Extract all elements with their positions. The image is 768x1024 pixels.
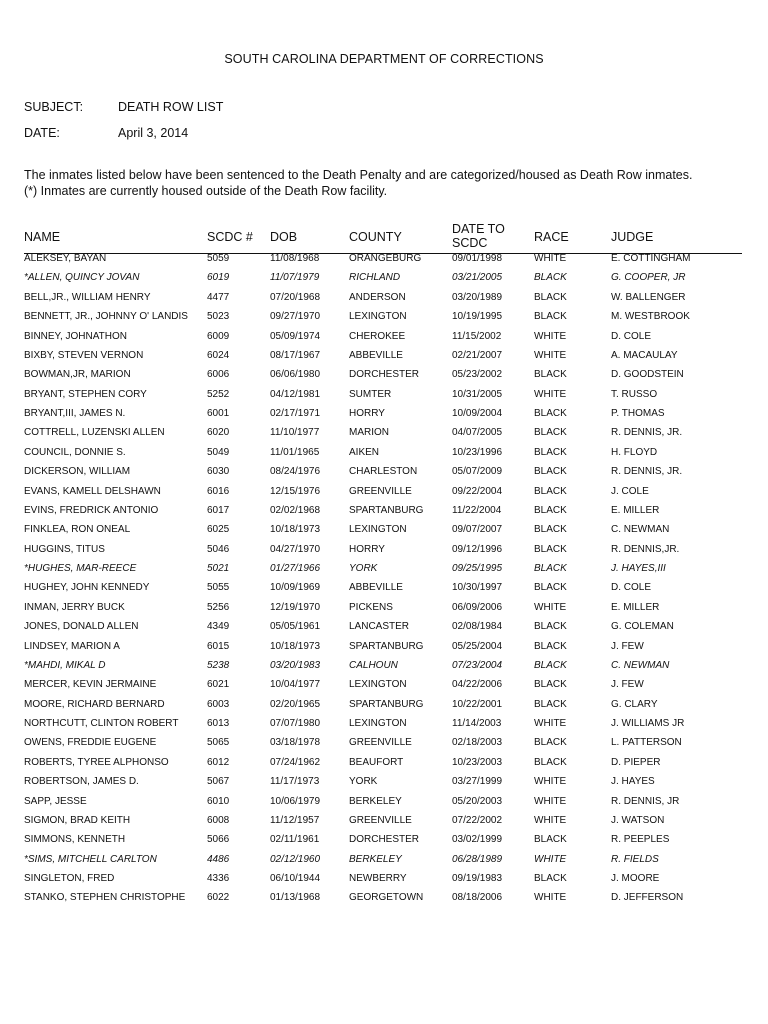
cell-race: WHITE bbox=[534, 388, 567, 400]
cell-name: ALEKSEY, BAYAN bbox=[24, 253, 107, 264]
table-header bbox=[0, 221, 768, 253]
cell-judge: D. JEFFERSON bbox=[611, 892, 684, 904]
date-line bbox=[24, 126, 188, 140]
cell-dob: 03/18/1978 bbox=[270, 737, 321, 749]
cell-judge: J. WILLIAMS JR bbox=[611, 718, 685, 729]
cell-race: BLACK bbox=[534, 311, 567, 323]
table-row bbox=[0, 446, 768, 465]
subject-value: DEATH ROW LIST bbox=[118, 100, 224, 114]
cell-race: WHITE bbox=[534, 853, 567, 865]
table-row bbox=[0, 775, 768, 794]
intro-paragraph bbox=[24, 168, 692, 199]
cell-date-to-scdc: 09/12/1996 bbox=[452, 543, 503, 555]
date-value: April 3, 2014 bbox=[118, 126, 189, 140]
table-row bbox=[0, 872, 768, 891]
cell-judge: G. COLEMAN bbox=[611, 621, 674, 633]
table-row bbox=[0, 698, 768, 717]
cell-name: SAPP, JESSE bbox=[24, 795, 87, 807]
cell-race: BLACK bbox=[534, 621, 567, 633]
table-row bbox=[0, 504, 768, 523]
cell-race: BLACK bbox=[534, 737, 567, 749]
cell-date-to-scdc: 04/07/2005 bbox=[452, 427, 503, 439]
cell-judge: D. COLE bbox=[611, 330, 652, 342]
cell-dob: 04/12/1981 bbox=[270, 388, 321, 400]
cell-date-to-scdc: 11/15/2002 bbox=[452, 330, 502, 342]
cell-date-to-scdc: 03/21/2005 bbox=[452, 272, 503, 284]
date-label: DATE: bbox=[24, 126, 60, 140]
cell-scdc: 6012 bbox=[207, 756, 230, 768]
cell-date-to-scdc: 11/14/2003 bbox=[452, 718, 502, 729]
cell-name: MERCER, KEVIN JERMAINE bbox=[24, 679, 157, 691]
cell-race: WHITE bbox=[534, 814, 567, 826]
cell-name: BRYANT,III, JAMES N. bbox=[24, 408, 126, 419]
cell-name: BINNEY, JOHNATHON bbox=[24, 330, 127, 342]
table-row bbox=[0, 543, 768, 562]
cell-judge: H. FLOYD bbox=[611, 446, 658, 458]
cell-county: PICKENS bbox=[349, 601, 393, 613]
cell-date-to-scdc: 05/07/2009 bbox=[452, 466, 503, 478]
cell-county: MARION bbox=[349, 427, 389, 439]
cell-dob: 11/17/1973 bbox=[270, 776, 320, 788]
cell-dob: 03/20/1983 bbox=[270, 659, 321, 671]
cell-name: BOWMAN,JR, MARION bbox=[24, 369, 131, 381]
cell-date-to-scdc: 02/21/2007 bbox=[452, 349, 503, 361]
table-row bbox=[0, 562, 768, 581]
cell-scdc: 6022 bbox=[207, 892, 230, 904]
cell-name: EVINS, FREDRICK ANTONIO bbox=[24, 504, 159, 516]
cell-dob: 01/27/1966 bbox=[270, 563, 321, 574]
cell-scdc: 4486 bbox=[207, 853, 230, 865]
cell-scdc: 4349 bbox=[207, 621, 230, 633]
cell-scdc: 6021 bbox=[207, 679, 230, 691]
cell-scdc: 6010 bbox=[207, 795, 230, 807]
cell-name: BRYANT, STEPHEN CORY bbox=[24, 388, 147, 400]
cell-date-to-scdc: 09/01/1998 bbox=[452, 253, 503, 264]
cell-dob: 11/12/1957 bbox=[270, 814, 320, 826]
cell-dob: 11/10/1977 bbox=[270, 427, 320, 439]
cell-date-to-scdc: 05/23/2002 bbox=[452, 369, 503, 381]
table-row bbox=[0, 601, 768, 620]
cell-scdc: 6009 bbox=[207, 330, 230, 342]
cell-judge: E. COTTINGHAM bbox=[611, 253, 691, 264]
cell-name: STANKO, STEPHEN CHRISTOPHE bbox=[24, 892, 186, 904]
cell-scdc: 5049 bbox=[207, 446, 230, 458]
table-row bbox=[0, 407, 768, 426]
cell-name: HUGHEY, JOHN KENNEDY bbox=[24, 582, 150, 594]
cell-judge: R. DENNIS, JR. bbox=[611, 427, 683, 439]
table-row bbox=[0, 620, 768, 639]
subject-line bbox=[24, 100, 223, 114]
cell-race: WHITE bbox=[534, 795, 567, 807]
cell-name: BELL,JR., WILLIAM HENRY bbox=[24, 291, 151, 303]
cell-judge: D. COLE bbox=[611, 582, 652, 594]
cell-name: SIMMONS, KENNETH bbox=[24, 834, 126, 846]
cell-scdc: 6024 bbox=[207, 349, 230, 361]
table-row bbox=[0, 853, 768, 872]
cell-scdc: 5055 bbox=[207, 582, 230, 594]
cell-county: BERKELEY bbox=[349, 795, 402, 807]
cell-dob: 02/17/1971 bbox=[270, 408, 321, 419]
cell-name: JONES, DONALD ALLEN bbox=[24, 621, 139, 633]
cell-date-to-scdc: 05/25/2004 bbox=[452, 640, 503, 652]
table-row bbox=[0, 640, 768, 659]
cell-county: AIKEN bbox=[349, 446, 380, 458]
cell-judge: E. MILLER bbox=[611, 504, 660, 516]
cell-scdc: 4477 bbox=[207, 291, 230, 303]
cell-date-to-scdc: 10/22/2001 bbox=[452, 698, 503, 710]
cell-dob: 01/13/1968 bbox=[270, 892, 321, 904]
cell-name: FINKLEA, RON ONEAL bbox=[24, 524, 131, 536]
intro-line-2: (*) Inmates are currently housed outside of the Death Row facility. bbox=[24, 183, 388, 198]
cell-race: WHITE bbox=[534, 892, 567, 904]
cell-dob: 02/11/1961 bbox=[270, 834, 320, 846]
table-row bbox=[0, 388, 768, 407]
table-row bbox=[0, 678, 768, 697]
cell-judge: M. WESTBROOK bbox=[611, 311, 690, 323]
table-row bbox=[0, 426, 768, 445]
inmate-table-body bbox=[0, 252, 768, 911]
cell-dob: 11/08/1968 bbox=[270, 253, 320, 264]
header-name: NAME bbox=[24, 230, 61, 244]
cell-dob: 10/04/1977 bbox=[270, 679, 321, 691]
cell-scdc: 6006 bbox=[207, 369, 230, 381]
cell-name: BENNETT, JR., JOHNNY O' LANDIS bbox=[24, 311, 188, 323]
cell-county: SUMTER bbox=[349, 388, 392, 400]
cell-date-to-scdc: 10/23/2003 bbox=[452, 756, 503, 768]
cell-judge: J. MOORE bbox=[611, 873, 660, 884]
cell-judge: W. BALLENGER bbox=[611, 291, 686, 303]
cell-name: BIXBY, STEVEN VERNON bbox=[24, 349, 144, 361]
cell-dob: 08/24/1976 bbox=[270, 466, 321, 478]
cell-name: EVANS, KAMELL DELSHAWN bbox=[24, 485, 161, 497]
cell-county: LEXINGTON bbox=[349, 311, 407, 323]
cell-judge: R. DENNIS, JR bbox=[611, 795, 680, 807]
cell-county: NEWBERRY bbox=[349, 873, 407, 884]
cell-name: *ALLEN, QUINCY JOVAN bbox=[24, 272, 140, 284]
cell-county: LEXINGTON bbox=[349, 524, 407, 536]
cell-judge: R. DENNIS,JR. bbox=[611, 543, 680, 555]
cell-date-to-scdc: 06/28/1989 bbox=[452, 853, 503, 865]
cell-race: WHITE bbox=[534, 253, 567, 264]
cell-scdc: 6015 bbox=[207, 640, 230, 652]
cell-county: YORK bbox=[349, 563, 378, 574]
cell-name: INMAN, JERRY BUCK bbox=[24, 601, 125, 613]
cell-dob: 09/27/1970 bbox=[270, 311, 321, 323]
header-date-line2: SCDC bbox=[452, 236, 488, 250]
cell-date-to-scdc: 02/08/1984 bbox=[452, 621, 503, 633]
cell-race: WHITE bbox=[534, 718, 567, 729]
cell-race: BLACK bbox=[534, 408, 567, 419]
cell-race: BLACK bbox=[534, 679, 567, 691]
cell-county: LEXINGTON bbox=[349, 718, 407, 729]
cell-scdc: 5046 bbox=[207, 543, 230, 555]
cell-name: COUNCIL, DONNIE S. bbox=[24, 446, 126, 458]
cell-dob: 10/18/1973 bbox=[270, 524, 321, 536]
cell-county: HORRY bbox=[349, 408, 385, 419]
table-row bbox=[0, 291, 768, 310]
cell-race: BLACK bbox=[534, 698, 567, 710]
cell-dob: 12/19/1970 bbox=[270, 601, 321, 613]
cell-race: WHITE bbox=[534, 601, 567, 613]
cell-name: MOORE, RICHARD BERNARD bbox=[24, 698, 165, 710]
cell-county: CHEROKEE bbox=[349, 330, 406, 342]
department-title: SOUTH CAROLINA DEPARTMENT OF CORRECTIONS bbox=[224, 52, 544, 66]
table-row bbox=[0, 485, 768, 504]
cell-judge: G. CLARY bbox=[611, 698, 658, 710]
cell-scdc: 6013 bbox=[207, 718, 230, 729]
cell-date-to-scdc: 10/19/1995 bbox=[452, 311, 503, 323]
cell-county: GREENVILLE bbox=[349, 814, 412, 826]
cell-county: GEORGETOWN bbox=[349, 892, 424, 904]
cell-race: BLACK bbox=[534, 485, 567, 497]
cell-date-to-scdc: 02/18/2003 bbox=[452, 737, 503, 749]
cell-dob: 02/20/1965 bbox=[270, 698, 321, 710]
cell-race: BLACK bbox=[534, 427, 567, 439]
cell-date-to-scdc: 10/09/2004 bbox=[452, 408, 503, 419]
cell-dob: 02/02/1968 bbox=[270, 504, 321, 516]
cell-name: ROBERTSON, JAMES D. bbox=[24, 776, 139, 788]
table-row bbox=[0, 330, 768, 349]
cell-dob: 05/09/1974 bbox=[270, 330, 321, 342]
cell-judge: C. NEWMAN bbox=[611, 524, 670, 536]
table-row bbox=[0, 659, 768, 678]
header-judge: JUDGE bbox=[611, 230, 654, 244]
table-row bbox=[0, 736, 768, 755]
table-row bbox=[0, 523, 768, 542]
cell-name: SINGLETON, FRED bbox=[24, 873, 115, 884]
cell-name: SIGMON, BRAD KEITH bbox=[24, 814, 131, 826]
cell-date-to-scdc: 07/23/2004 bbox=[452, 659, 503, 671]
cell-date-to-scdc: 03/02/1999 bbox=[452, 834, 503, 846]
cell-county: DORCHESTER bbox=[349, 834, 420, 846]
cell-county: GREENVILLE bbox=[349, 485, 412, 497]
cell-dob: 11/01/1965 bbox=[270, 446, 320, 458]
cell-name: COTTRELL, LUZENSKI ALLEN bbox=[24, 427, 165, 439]
cell-judge: J. FEW bbox=[611, 679, 644, 691]
header-race: RACE bbox=[534, 230, 569, 244]
cell-race: BLACK bbox=[534, 563, 567, 574]
cell-race: WHITE bbox=[534, 349, 567, 361]
cell-race: WHITE bbox=[534, 330, 567, 342]
header-dob: DOB bbox=[270, 230, 298, 244]
subject-label: SUBJECT: bbox=[24, 100, 84, 114]
cell-race: BLACK bbox=[534, 446, 567, 458]
cell-scdc: 5238 bbox=[207, 659, 230, 671]
cell-name: OWENS, FREDDIE EUGENE bbox=[24, 737, 157, 749]
cell-date-to-scdc: 05/20/2003 bbox=[452, 795, 503, 807]
table-row bbox=[0, 717, 768, 736]
cell-race: BLACK bbox=[534, 272, 567, 284]
cell-county: BEAUFORT bbox=[349, 756, 404, 768]
cell-county: SPARTANBURG bbox=[349, 504, 424, 516]
cell-scdc: 6017 bbox=[207, 504, 230, 516]
cell-date-to-scdc: 09/19/1983 bbox=[452, 873, 503, 884]
cell-judge: R. DENNIS, JR. bbox=[611, 466, 683, 478]
cell-judge: E. MILLER bbox=[611, 601, 660, 613]
cell-date-to-scdc: 03/27/1999 bbox=[452, 776, 503, 788]
cell-scdc: 5066 bbox=[207, 834, 230, 846]
cell-county: HORRY bbox=[349, 543, 385, 555]
cell-name: ROBERTS, TYREE ALPHONSO bbox=[24, 756, 169, 768]
cell-judge: D. GOODSTEIN bbox=[611, 369, 684, 381]
cell-name: *HUGHES, MAR-REECE bbox=[24, 563, 137, 574]
cell-dob: 02/12/1960 bbox=[270, 853, 321, 865]
cell-dob: 10/18/1973 bbox=[270, 640, 321, 652]
cell-county: ANDERSON bbox=[349, 291, 406, 303]
table-row bbox=[0, 581, 768, 600]
table-row bbox=[0, 465, 768, 484]
cell-county: SPARTANBURG bbox=[349, 640, 424, 652]
cell-scdc: 6003 bbox=[207, 698, 230, 710]
cell-judge: R. FIELDS bbox=[611, 853, 659, 865]
cell-name: DICKERSON, WILLIAM bbox=[24, 466, 131, 478]
cell-dob: 10/09/1969 bbox=[270, 582, 321, 594]
cell-county: BERKELEY bbox=[349, 853, 402, 865]
cell-scdc: 6030 bbox=[207, 466, 230, 478]
cell-date-to-scdc: 03/20/1989 bbox=[452, 291, 503, 303]
cell-dob: 04/27/1970 bbox=[270, 543, 321, 555]
cell-name: LINDSEY, MARION A bbox=[24, 640, 120, 652]
cell-date-to-scdc: 07/22/2002 bbox=[452, 814, 503, 826]
cell-race: BLACK bbox=[534, 291, 567, 303]
cell-county: YORK bbox=[349, 776, 378, 788]
header-county: COUNTY bbox=[349, 230, 402, 244]
cell-race: BLACK bbox=[534, 369, 567, 381]
cell-name: *MAHDI, MIKAL D bbox=[24, 659, 106, 671]
cell-county: LANCASTER bbox=[349, 621, 410, 633]
cell-scdc: 5256 bbox=[207, 601, 230, 613]
table-row bbox=[0, 795, 768, 814]
table-row bbox=[0, 756, 768, 775]
cell-race: BLACK bbox=[534, 504, 567, 516]
cell-dob: 07/20/1968 bbox=[270, 291, 321, 303]
cell-name: *SIMS, MITCHELL CARLTON bbox=[24, 853, 157, 865]
cell-dob: 06/10/1944 bbox=[270, 873, 321, 884]
cell-scdc: 6008 bbox=[207, 814, 230, 826]
cell-judge: A. MACAULAY bbox=[611, 349, 678, 361]
table-row bbox=[0, 891, 768, 910]
header-date-line1: DATE TO bbox=[452, 222, 505, 236]
cell-county: ORANGEBURG bbox=[349, 253, 422, 264]
cell-judge: J. HAYES bbox=[611, 776, 655, 788]
cell-race: BLACK bbox=[534, 756, 567, 768]
cell-date-to-scdc: 06/09/2006 bbox=[452, 601, 503, 613]
cell-judge: R. PEEPLES bbox=[611, 834, 670, 846]
cell-dob: 07/24/1962 bbox=[270, 756, 321, 768]
table-row bbox=[0, 368, 768, 387]
cell-county: CALHOUN bbox=[349, 659, 398, 671]
table-row bbox=[0, 252, 768, 271]
cell-county: CHARLESTON bbox=[349, 466, 418, 478]
cell-date-to-scdc: 10/30/1997 bbox=[452, 582, 503, 594]
cell-scdc: 6001 bbox=[207, 408, 230, 419]
header-scdc: SCDC # bbox=[207, 230, 253, 244]
cell-county: ABBEVILLE bbox=[349, 582, 403, 594]
cell-date-to-scdc: 09/25/1995 bbox=[452, 563, 503, 574]
cell-date-to-scdc: 08/18/2006 bbox=[452, 892, 503, 904]
cell-date-to-scdc: 10/31/2005 bbox=[452, 388, 503, 400]
cell-judge: J. COLE bbox=[611, 485, 649, 497]
cell-judge: J. FEW bbox=[611, 640, 644, 652]
table-row bbox=[0, 833, 768, 852]
cell-scdc: 5021 bbox=[207, 563, 230, 574]
intro-line-1: The inmates listed below have been sentenced to the Death Penalty and are categorized/housed as Death Row inmates. bbox=[24, 168, 693, 182]
cell-scdc: 5023 bbox=[207, 311, 230, 323]
cell-scdc: 5059 bbox=[207, 253, 230, 264]
cell-scdc: 5065 bbox=[207, 737, 230, 749]
cell-dob: 12/15/1976 bbox=[270, 485, 321, 497]
cell-judge: G. COOPER, JR bbox=[611, 272, 686, 284]
cell-race: BLACK bbox=[534, 640, 567, 652]
cell-county: GREENVILLE bbox=[349, 737, 412, 749]
table-row bbox=[0, 310, 768, 329]
cell-county: LEXINGTON bbox=[349, 679, 407, 691]
cell-dob: 05/05/1961 bbox=[270, 621, 321, 633]
cell-judge: P. THOMAS bbox=[611, 408, 665, 419]
table-row bbox=[0, 349, 768, 368]
cell-county: RICHLAND bbox=[349, 272, 401, 284]
cell-name: HUGGINS, TITUS bbox=[24, 543, 105, 555]
cell-judge: J. HAYES,III bbox=[611, 563, 666, 574]
cell-race: BLACK bbox=[534, 834, 567, 846]
cell-dob: 11/07/1979 bbox=[270, 272, 320, 284]
cell-judge: J. WATSON bbox=[611, 814, 665, 826]
cell-race: BLACK bbox=[534, 466, 567, 478]
cell-dob: 08/17/1967 bbox=[270, 349, 321, 361]
cell-scdc: 6016 bbox=[207, 485, 230, 497]
cell-scdc: 4336 bbox=[207, 873, 230, 884]
cell-date-to-scdc: 11/22/2004 bbox=[452, 504, 502, 516]
cell-county: ABBEVILLE bbox=[349, 349, 403, 361]
cell-race: BLACK bbox=[534, 873, 567, 884]
cell-dob: 10/06/1979 bbox=[270, 795, 321, 807]
cell-name: NORTHCUTT, CLINTON ROBERT bbox=[24, 718, 179, 729]
cell-scdc: 5067 bbox=[207, 776, 230, 788]
cell-race: BLACK bbox=[534, 582, 567, 594]
table-row bbox=[0, 814, 768, 833]
cell-judge: L. PATTERSON bbox=[611, 737, 682, 749]
cell-scdc: 5252 bbox=[207, 388, 230, 400]
cell-race: BLACK bbox=[534, 659, 567, 671]
cell-judge: D. PIEPER bbox=[611, 756, 661, 768]
cell-dob: 06/06/1980 bbox=[270, 369, 321, 381]
cell-date-to-scdc: 09/22/2004 bbox=[452, 485, 503, 497]
cell-scdc: 6025 bbox=[207, 524, 230, 536]
cell-date-to-scdc: 09/07/2007 bbox=[452, 524, 503, 536]
cell-judge: T. RUSSO bbox=[611, 388, 658, 400]
cell-race: BLACK bbox=[534, 543, 567, 555]
cell-scdc: 6019 bbox=[207, 272, 230, 284]
cell-date-to-scdc: 04/22/2006 bbox=[452, 679, 503, 691]
cell-date-to-scdc: 10/23/1996 bbox=[452, 446, 503, 458]
table-row bbox=[0, 271, 768, 290]
cell-judge: C. NEWMAN bbox=[611, 659, 670, 671]
cell-county: DORCHESTER bbox=[349, 369, 420, 381]
cell-dob: 07/07/1980 bbox=[270, 718, 321, 729]
cell-scdc: 6020 bbox=[207, 427, 230, 439]
cell-race: WHITE bbox=[534, 776, 567, 788]
cell-race: BLACK bbox=[534, 524, 567, 536]
cell-county: SPARTANBURG bbox=[349, 698, 424, 710]
header-date-to-scdc bbox=[452, 222, 505, 250]
